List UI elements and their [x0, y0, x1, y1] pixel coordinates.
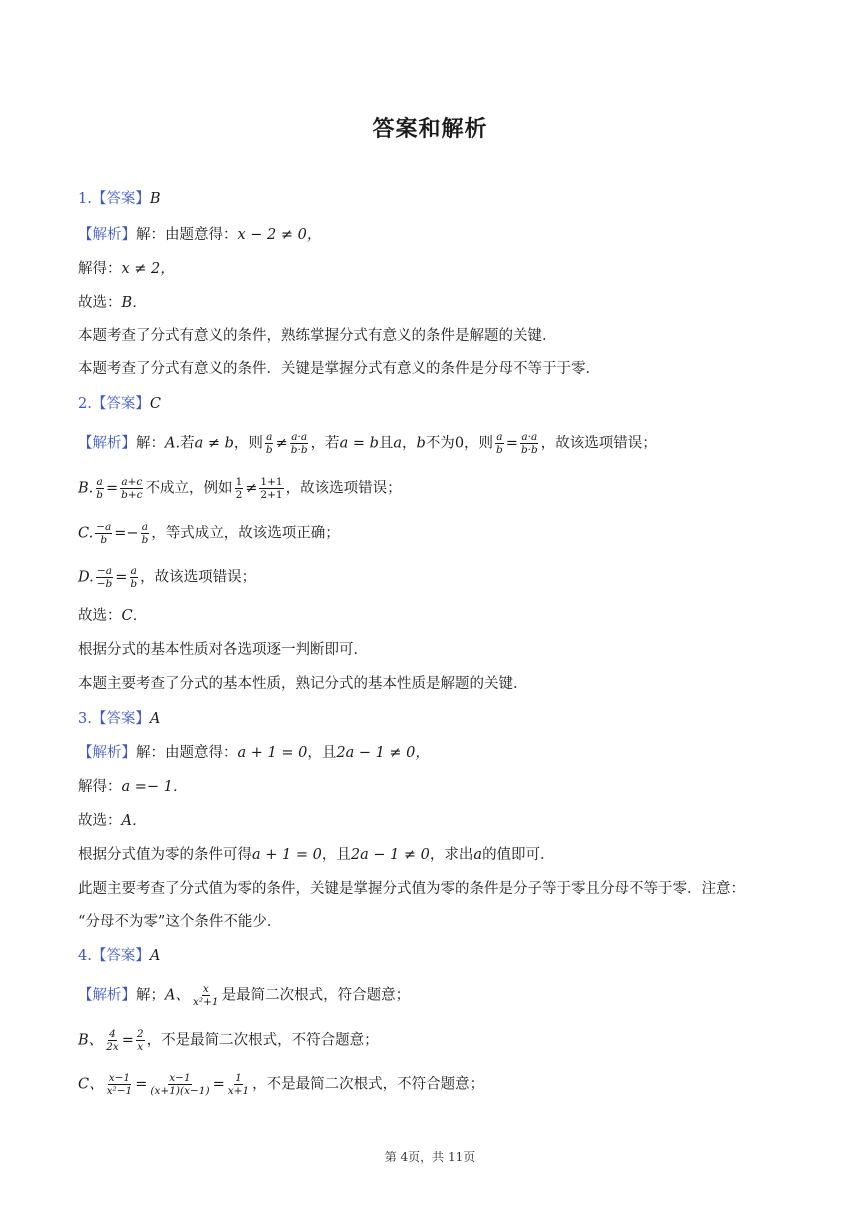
- numerator: 1: [235, 476, 243, 488]
- fraction: [227, 1072, 250, 1097]
- q2-text: 若: [180, 435, 195, 452]
- q3-line-5: 此题主要考查了分式值为零的条件，关键是掌握分式值为零的条件是分子等于零且分母不等于零．注意：: [78, 881, 745, 897]
- q4-text: 解；: [136, 987, 165, 1004]
- eq-sign: =: [115, 569, 128, 586]
- q3-line-2: [78, 776, 187, 798]
- q2-select: [78, 605, 147, 627]
- q2-math: a: [393, 435, 403, 452]
- q2-text: ，则: [464, 435, 494, 452]
- q2-text: ，则: [233, 435, 263, 452]
- q2-label: B.: [78, 480, 94, 497]
- q1-text: 故选：: [78, 295, 122, 311]
- q2-answer-tag: 【答案】: [91, 396, 150, 412]
- q1-answer-line: [78, 188, 161, 210]
- q1-solution-line: [78, 224, 321, 246]
- q1-line-4: 本题考查了分式有意义的条件，熟练掌握分式有意义的条件是解题的关键．: [78, 328, 557, 344]
- numerator: −a: [96, 565, 113, 577]
- neq-sign: ≠: [275, 435, 288, 452]
- q2-text: ，故该选项错误；: [540, 435, 657, 452]
- eq-sign: =: [121, 1032, 134, 1049]
- denominator: 2x: [106, 1041, 119, 1053]
- q3-answer-tag: 【答案】: [91, 711, 150, 727]
- q1-math: B．: [121, 295, 147, 311]
- fraction: [105, 1028, 120, 1053]
- q4-option-b: [78, 1028, 379, 1053]
- numerator: 1: [235, 1072, 242, 1084]
- denominator: −b: [96, 578, 113, 590]
- fraction: [520, 431, 539, 456]
- numerator: x−1: [108, 1072, 131, 1084]
- page-footer: 第 4页，共 11页: [384, 1150, 476, 1164]
- page-title: 答案和解析: [372, 117, 488, 142]
- fraction: [265, 431, 274, 456]
- fraction: [95, 521, 112, 546]
- fraction: [149, 1072, 210, 1097]
- denominator: 2: [235, 489, 243, 501]
- eq-sign: =: [212, 1076, 225, 1093]
- q2-text: 不成立，例如: [145, 480, 233, 497]
- q2-text: 且: [378, 435, 394, 452]
- q3-text: ，且: [321, 847, 351, 863]
- fraction: [95, 476, 104, 501]
- q1-line-5: 本题考查了分式有意义的条件．关键是掌握分式有意义的条件是分母不等于于零．: [78, 361, 600, 377]
- q2-option-d: [78, 565, 256, 590]
- q2-math: a ≠ b: [194, 435, 234, 452]
- q2-option-b: [78, 476, 402, 501]
- numerator: a: [141, 521, 149, 533]
- fraction: [129, 565, 138, 590]
- q4-answer: A: [149, 948, 161, 964]
- q1-text: 解：由题意得：: [136, 227, 238, 243]
- eq-sign: =: [505, 435, 518, 452]
- q4-number: 4.: [78, 948, 92, 964]
- q4-answer-tag: 【答案】: [91, 948, 150, 964]
- q3-text: ，求出: [429, 847, 474, 863]
- q1-text: 解得：: [78, 261, 122, 277]
- q4-text: ，不是最简二次根式，不符合题意；: [146, 1032, 379, 1049]
- q1-line-3: [78, 292, 147, 314]
- q2-text: ，故该选项错误；: [285, 480, 402, 497]
- q1-answer: B: [149, 191, 161, 207]
- eq-sign: =: [106, 480, 119, 497]
- denominator: b: [96, 489, 103, 501]
- q4-solution-tag: 【解析】: [78, 987, 136, 1004]
- q3-answer-line: [78, 708, 160, 730]
- fraction: [235, 476, 244, 501]
- fraction: [96, 565, 114, 590]
- q4-option-a: [78, 983, 410, 1008]
- denominator: b: [141, 534, 149, 546]
- q3-solution-line: [78, 742, 430, 764]
- q3-text: 根据分式值为零的条件可得: [78, 847, 252, 863]
- numerator: a·a: [291, 431, 308, 443]
- numerator: a: [96, 476, 103, 488]
- denominator: b·b: [520, 444, 538, 456]
- q3-text: 故选：: [78, 813, 122, 829]
- q4-answer-line: [78, 945, 160, 967]
- denominator: b: [496, 444, 503, 456]
- q1-answer-tag: 【答案】: [91, 191, 150, 207]
- q3-solution-tag: 【解析】: [78, 745, 136, 761]
- q2-answer-line: [78, 393, 161, 415]
- numerator: a: [130, 565, 137, 577]
- q2-label: D.: [78, 569, 94, 586]
- denominator: x+1: [227, 1085, 250, 1097]
- fraction: [192, 983, 220, 1008]
- q2-solution-tag: 【解析】: [78, 435, 136, 452]
- q1-math: x ≠ 2，: [121, 261, 175, 277]
- q2-text: 解：: [136, 435, 165, 452]
- fraction: [120, 476, 143, 501]
- q2-text: 故选：: [78, 608, 122, 624]
- q3-answer: A: [149, 711, 161, 727]
- q3-math: 2a − 1 ≠ 0: [350, 847, 430, 863]
- denominator: x²−1: [106, 1085, 133, 1097]
- q2-label: C.: [78, 525, 94, 542]
- q2-option-c: [78, 521, 340, 546]
- q2-text: 不为: [425, 435, 455, 452]
- denominator: 2+1: [260, 489, 283, 501]
- q2-number: 2.: [78, 396, 92, 412]
- q4-label: A、: [165, 987, 190, 1004]
- numerator: a: [496, 431, 503, 443]
- q1-math: x − 2 ≠ 0，: [237, 227, 322, 243]
- q3-line-4: [78, 844, 555, 866]
- q2-line-6: 根据分式的基本性质对各选项逐一判断即可．: [78, 642, 368, 658]
- fraction: [259, 476, 283, 501]
- fraction: [141, 521, 150, 546]
- numerator: 4: [109, 1028, 116, 1040]
- neq-sign: ≠: [245, 480, 258, 497]
- q2-text: ，等式成立，故该选项正确；: [151, 525, 340, 542]
- q4-label: B、: [78, 1032, 104, 1049]
- q3-math: A．: [121, 813, 147, 829]
- q1-solution-tag: 【解析】: [78, 227, 136, 243]
- q2-answer: C: [149, 396, 161, 412]
- q2-label: A.: [165, 435, 181, 452]
- q3-math: a + 1 = 0: [237, 745, 308, 761]
- eq-sign: =: [135, 1076, 148, 1093]
- q3-math: 2a − 1 ≠ 0，: [336, 745, 430, 761]
- numerator: a: [266, 431, 273, 443]
- q4-label: C、: [78, 1076, 104, 1093]
- q3-math: a + 1 = 0: [252, 847, 322, 863]
- q2-math: 0: [454, 435, 465, 452]
- numerator: x−1: [169, 1072, 191, 1084]
- q4-option-c: [78, 1072, 484, 1097]
- q2-math: C．: [121, 608, 148, 624]
- q3-text: 解：由题意得：: [136, 745, 238, 761]
- q2-math: b: [416, 435, 426, 452]
- q2-math: a = b: [339, 435, 379, 452]
- denominator: (x+1)(x−1): [150, 1085, 210, 1097]
- numerator: a+c: [121, 476, 143, 488]
- numerator: x: [202, 983, 209, 995]
- fraction: [290, 431, 309, 456]
- numerator: −a: [96, 521, 112, 533]
- q4-text: 是最简二次根式，符合题意；: [221, 987, 411, 1004]
- denominator: x: [137, 1041, 144, 1053]
- q4-text: ，不是最简二次根式，不符合题意；: [252, 1076, 485, 1093]
- q3-text: 的值即可．: [482, 847, 555, 863]
- q2-line-7: 本题主要考查了分式的基本性质，熟记分式的基本性质是解题的关键．: [78, 676, 528, 692]
- q3-text: 解得：: [78, 779, 122, 795]
- q3-line-3: [78, 810, 146, 832]
- q2-text: ，若: [310, 435, 340, 452]
- fraction: [136, 1028, 145, 1053]
- q1-line-2: [78, 258, 175, 280]
- numerator: a·a: [521, 431, 538, 443]
- fraction: [106, 1072, 134, 1097]
- q2-option-a: [78, 431, 657, 456]
- numerator: 2: [136, 1028, 144, 1040]
- q2-text: ，故该选项错误；: [140, 569, 257, 586]
- denominator: b: [130, 578, 138, 590]
- denominator: b+c: [121, 489, 143, 501]
- q3-text: ，且: [307, 745, 337, 761]
- q1-number: 1.: [78, 191, 92, 207]
- numerator: 1+1: [260, 476, 283, 488]
- fraction: [495, 431, 504, 456]
- denominator: b: [265, 444, 273, 456]
- q3-number: 3.: [78, 711, 92, 727]
- denominator: x²+1: [192, 996, 219, 1008]
- q3-line-6: “分母不为零”这个条件不能少．: [78, 914, 282, 930]
- denominator: b: [100, 534, 108, 546]
- eq-neg-sign: =−: [114, 525, 139, 542]
- q3-math: a: [473, 847, 483, 863]
- q2-text: ，: [402, 435, 417, 452]
- q3-math: a =− 1．: [121, 779, 188, 795]
- denominator: b·b: [290, 444, 308, 456]
